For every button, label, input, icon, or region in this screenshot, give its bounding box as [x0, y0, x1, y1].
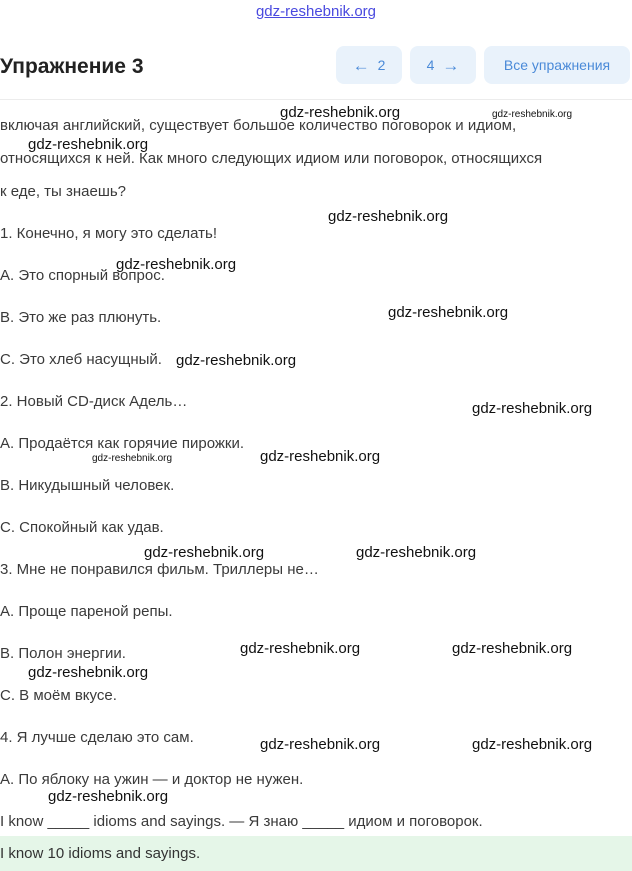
answer-text: I know 10 idioms and sayings.: [0, 845, 201, 862]
option-3b: B. Полон энергии.: [0, 645, 126, 662]
watermark: gdz-reshebnik.org: [328, 208, 449, 225]
option-1a: A. Это спорный вопрос.: [0, 267, 165, 284]
watermark: gdz-reshebnik.org: [452, 640, 573, 657]
question-2: 2. Новый CD-диск Адель…: [0, 393, 188, 410]
watermark: gdz-reshebnik.org: [260, 736, 381, 753]
watermark: gdz-reshebnik.org: [116, 256, 237, 273]
prev-exercise-button[interactable]: [336, 46, 402, 84]
arrow-left-icon: ←: [352, 55, 370, 75]
watermark: gdz-reshebnik.org: [280, 104, 401, 121]
next-exercise-button[interactable]: [410, 46, 476, 84]
watermark: gdz-reshebnik.org: [48, 788, 169, 805]
watermark: gdz-reshebnik.org: [492, 109, 573, 120]
site-link[interactable]: gdz-reshebnik.org: [255, 3, 377, 20]
watermark: gdz-reshebnik.org: [388, 304, 509, 321]
arrow-right-icon: →: [442, 55, 460, 75]
option-2b: B. Никудышный человек.: [0, 477, 175, 494]
next-exercise-label: 4: [426, 57, 435, 73]
option-3c: C. В моём вкусе.: [0, 687, 117, 704]
option-1b: B. Это же раз плюнуть.: [0, 309, 162, 326]
watermark: gdz-reshebnik.org: [28, 136, 149, 153]
all-exercises-label: Все упражнения: [503, 57, 611, 73]
prev-exercise-label: 2: [377, 57, 386, 73]
text-line: включая английский, существует большое количество поговорок и идиом,: [0, 117, 517, 134]
watermark: gdz-reshebnik.org: [472, 736, 593, 753]
option-2a: A. Продаётся как горячие пирожки.: [0, 435, 245, 452]
option-4a: A. По яблоку на ужин — и доктор не нужен.: [0, 771, 304, 788]
watermark: gdz-reshebnik.org: [240, 640, 361, 657]
answer-box: [0, 836, 632, 871]
watermark: gdz-reshebnik.org: [28, 664, 149, 681]
question-1: 1. Конечно, я могу это сделать!: [0, 225, 217, 242]
text-line: относящихся к ней. Как много следующих идиом или поговорок, относящихся: [0, 150, 543, 167]
exercise-header: [0, 46, 632, 88]
option-3a: A. Проще пареной репы.: [0, 603, 173, 620]
option-1c: C. Это хлеб насущный.: [0, 351, 162, 368]
text-line: к еде, ты знаешь?: [0, 183, 127, 200]
header-divider: [0, 99, 632, 100]
watermark: gdz-reshebnik.org: [144, 544, 265, 561]
question-4: 4. Я лучше сделаю это сам.: [0, 729, 194, 746]
watermark: gdz-reshebnik.org: [260, 448, 381, 465]
question-3: 3. Мне не понравился фильм. Триллеры не…: [0, 561, 319, 578]
watermark: gdz-reshebnik.org: [472, 400, 593, 417]
exercise-content: [0, 101, 632, 871]
summary-line: I know _____ idioms and sayings. — Я знаю _____ идиом и поговорок.: [0, 813, 483, 830]
watermark: gdz-reshebnik.org: [176, 352, 297, 369]
option-2c: C. Спокойный как удав.: [0, 519, 164, 536]
all-exercises-button[interactable]: [484, 46, 630, 84]
page-title: Упражнение 3: [0, 55, 144, 78]
watermark: gdz-reshebnik.org: [356, 544, 477, 561]
watermark: gdz-reshebnik.org: [92, 453, 173, 464]
